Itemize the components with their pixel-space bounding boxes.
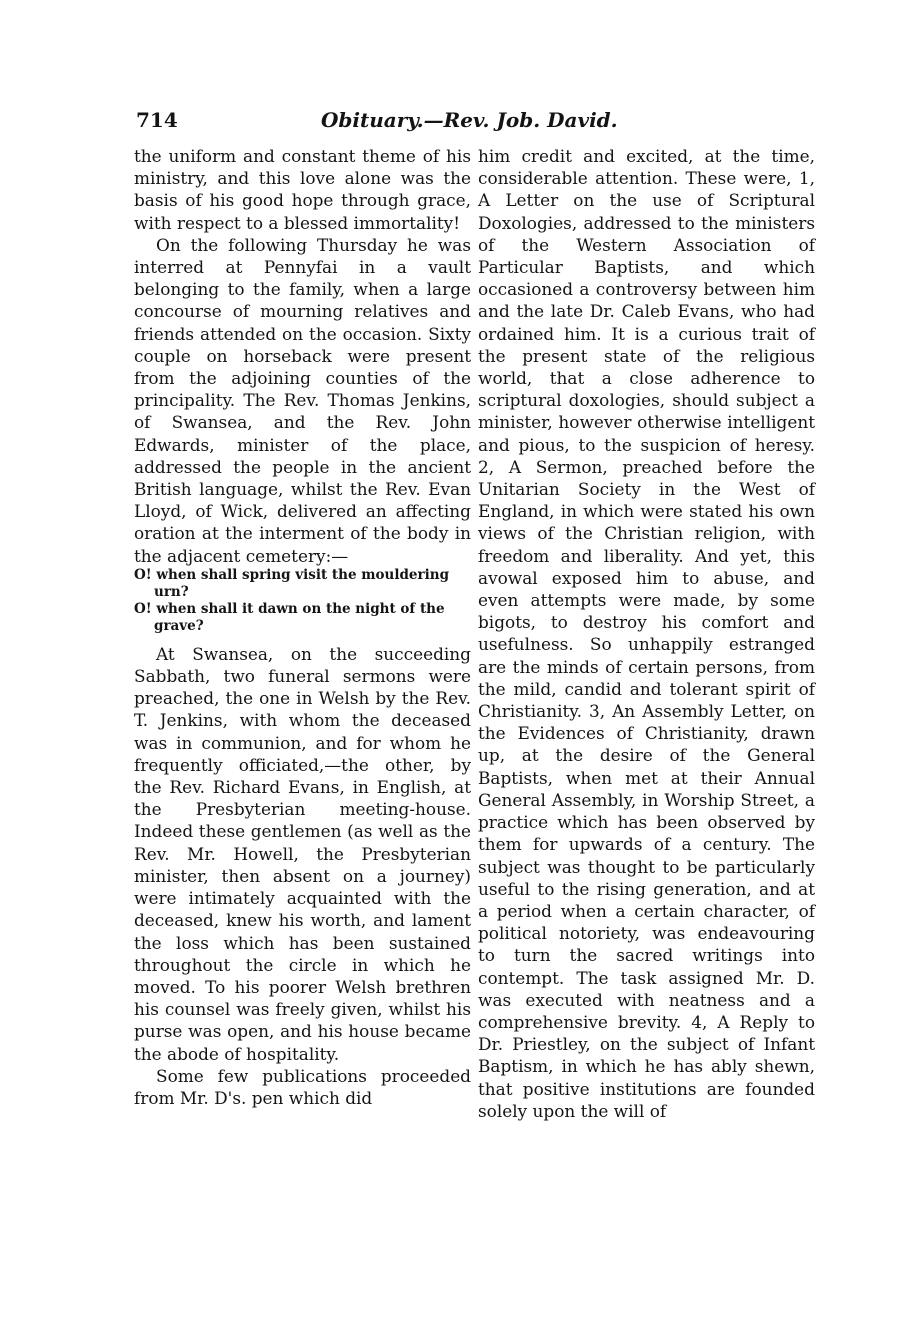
page-header — [136, 108, 816, 138]
verse-quotation — [134, 567, 471, 635]
paragraph: the uniform and constant theme of his ministry, and this love alone was the basis of his good hope through grace, with respect to a blessed immortality! — [134, 146, 471, 233]
left-column — [134, 145, 471, 1109]
paragraph: At Swansea, on the succeeding Sabbath, two funeral sermons were preached, the one in Welsh by the Rev. T. Jenkins, with whom the deceased was in communion, and for whom he frequently officiated,—the other, by the Rev. Richard Evans, in English, at the Presbyterian meeting-house. Indeed these gentlemen (as well as the Rev. Mr. Howell, the Presbyterian minister, then absent on a journey) were intimately acquainted with the deceased, knew his worth, and lament the loss which has been sustained throughout the circle in which he moved. To his poorer Welsh brethren his counsel was freely given, whilst his purse was open, and his house became the abode of hospitality. — [134, 643, 471, 1064]
paragraph: him credit and excited, at the time, considerable attention. These were, 1, A Letter on the use of Scriptural Doxologies, addressed to the ministers of the Western Association of Particular Baptists, and which occasioned a controversy between him and the late Dr. Caleb Evans, who had ordained him. It is a curious trait of the present state of the religious world, that a close adherence to scriptural doxologies, should subject a minister, however otherwise intelligent and pious, to the suspicion of heresy. 2, A Sermon, preached before the Unitarian Society in the West of England, in which were stated his own views of the Christian religion, with freedom and liberality. And yet, this avowal exposed him to abuse, and even attempts were made, by some bigots, to destroy his comfort and usefulness. So unhappily estranged are the minds of certain persons, from the mild, candid and tolerant spirit of Christianity. 3, An Assembly Letter, on the Evidences of Christianity, drawn up, at the desire of the General Baptists, when met at their Annual General Assembly, in Worship Street, a practice which has been observed by them for upwards of a century. The subject was thought to be particularly useful to the rising generation, and at a period when a certain character, of political notoriety, was endeavouring to turn the sacred writings into contempt. The task assigned Mr. D. was executed with neatness and a comprehensive brevity. 4, A Reply to Dr. Priestley, on the subject of Infant Baptism, in which he has ably shewn, that positive institutions are founded solely upon the will of — [478, 146, 815, 1121]
paragraph: Some few publications proceeded from Mr. D's. pen which did — [134, 1065, 471, 1108]
verse-line: O! when shall it dawn on the night of the grave? — [134, 600, 445, 634]
running-head: Obituary.—Rev. Job. David. — [321, 108, 618, 132]
paragraph: On the following Thursday he was interred at Pennyfai in a vault belonging to the family, when a large concourse of mourning relatives and friends attended on the occasion. Sixty couple on horseback were present from the adjoining counties of the principality. The Rev. Thomas Jenkins, of Swansea, and the Rev. John Edwards, minister of the place, addressed the people in the ancient British language, whilst the Rev. Evan Lloyd, of Wick, delivered an affecting oration at the interment of the body in the adjacent cemetery:— — [134, 234, 471, 566]
right-column — [478, 145, 815, 1122]
page-number: 714 — [136, 108, 178, 132]
verse-line: O! when shall spring visit the mouldering urn? — [134, 566, 450, 600]
